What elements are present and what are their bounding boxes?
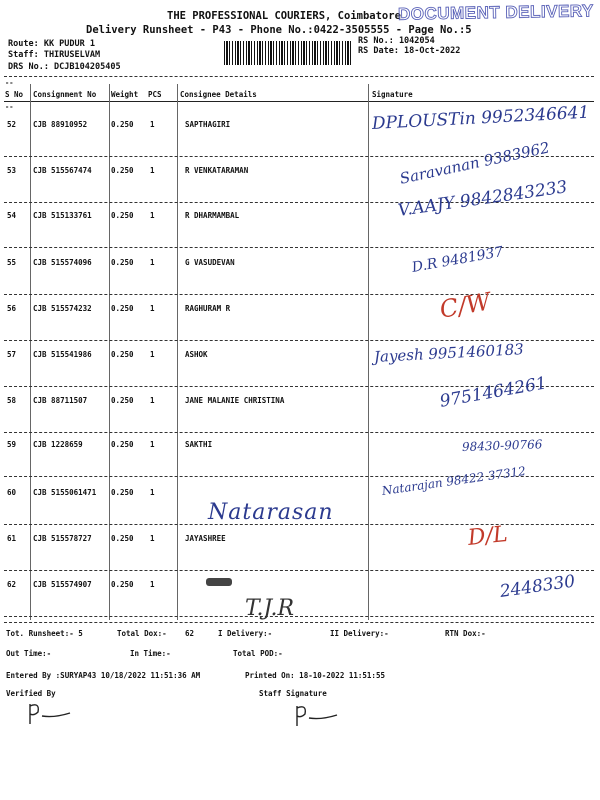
row-consignment-no: CJB 88711507 <box>33 396 88 405</box>
row-separator <box>4 616 594 617</box>
row-separator <box>4 294 594 295</box>
staff-signature-scribble <box>291 702 351 728</box>
row-consignee: G VASUDEVAN <box>185 258 235 267</box>
document-delivery-stamp: DOCUMENT DELIVERY <box>397 1 594 24</box>
col-signature: Signature <box>372 90 413 99</box>
row-weight: 0.250 <box>111 258 134 267</box>
row-weight: 0.250 <box>111 488 134 497</box>
drs-number: DRS No.: DCJB104205405 <box>8 62 121 72</box>
row-sno: 58 <box>7 396 17 405</box>
row-consignment-no: CJB 515133761 <box>33 211 92 220</box>
row-consignment-no: CJB 515574232 <box>33 304 92 313</box>
row-weight: 0.250 <box>111 350 134 359</box>
header-top-rule <box>4 76 594 77</box>
barcode <box>224 41 352 65</box>
total-dox-label: Total Dox:- <box>117 629 167 638</box>
row-sno: 55 <box>7 258 17 267</box>
col-consignee: Consignee Details <box>180 90 257 99</box>
redacted-mark <box>206 578 232 586</box>
row-signature: Natarajan 98422 37312 <box>381 463 527 498</box>
row-sno: 60 <box>7 488 17 497</box>
rs-date: RS Date: 18-Oct-2022 <box>358 46 461 56</box>
col-divider <box>30 84 31 620</box>
staff-signature: Staff Signature <box>259 689 327 698</box>
row-consignment-no: CJB 515574096 <box>33 258 92 267</box>
header-bottom-rule <box>4 101 594 102</box>
row-pcs: 1 <box>150 166 155 175</box>
row-signature: Jayesh 9951460183 <box>373 340 525 366</box>
row-pcs: 1 <box>150 534 155 543</box>
row-signature: D/L <box>466 521 509 551</box>
handwritten-natarajan: Natarasan <box>208 500 334 525</box>
row-pcs: 1 <box>150 396 155 405</box>
col-pcs: PCS <box>148 90 162 99</box>
row-consignment-no: CJB 515567474 <box>33 166 92 175</box>
row-separator <box>4 570 594 571</box>
col-divider <box>177 84 178 620</box>
rs-number: RS No.: 1042054 <box>358 36 435 46</box>
row-pcs: 1 <box>150 488 155 497</box>
row-consignment-no: CJB 5155061471 <box>33 488 97 497</box>
rtn-dox: RTN Dox:- <box>445 629 486 638</box>
col-divider <box>368 84 369 620</box>
row-weight: 0.250 <box>111 396 134 405</box>
row-weight: 0.250 <box>111 166 134 175</box>
row-sno: 52 <box>7 120 17 129</box>
row-consignment-no: CJB 515541986 <box>33 350 92 359</box>
row-pcs: 1 <box>150 304 155 313</box>
in-time: In Time:- <box>130 649 171 658</box>
col-consignment: Consignment No <box>33 90 97 99</box>
row-consignee: SAPTHAGIRI <box>185 120 231 129</box>
row-sno: 53 <box>7 166 17 175</box>
row-separator <box>4 432 594 433</box>
row-signature: 9751464261 <box>438 373 549 412</box>
row-consignee: R DHARMAMBAL <box>185 211 240 220</box>
row-separator <box>4 247 594 248</box>
row-weight: 0.250 <box>111 304 134 313</box>
document-subtitle: Delivery Runsheet - P43 - Phone No.:0422-3505555 - Page No.:5 <box>86 24 472 36</box>
row-signature: 98430-90766 <box>461 437 543 454</box>
row-signature: C/W <box>437 287 493 324</box>
tot-runsheet: Tot. Runsheet:- 5 <box>6 629 83 638</box>
row-weight: 0.250 <box>111 534 134 543</box>
row-consignee: ASHOK <box>185 350 208 359</box>
entered-by: Entered By :SURYAP43 10/18/2022 11:51:36 AM <box>6 671 201 680</box>
staff-label: Staff: THIRUSELVAM <box>8 50 101 60</box>
row-weight: 0.250 <box>111 211 134 220</box>
row-pcs: 1 <box>150 258 155 267</box>
total-dox-value: 62 <box>185 629 195 638</box>
row-sno: 56 <box>7 304 17 313</box>
row-weight: 0.250 <box>111 120 134 129</box>
row-consignee: R VENKATARAMAN <box>185 166 249 175</box>
row-sno: 54 <box>7 211 17 220</box>
verified-by: Verified By <box>6 689 56 698</box>
printed-on: Printed On: 18-10-2022 11:51:55 <box>245 671 385 680</box>
row-sno: 57 <box>7 350 17 359</box>
handwritten-tjr: T.J.R <box>245 596 295 621</box>
row-consignment-no: CJB 1228659 <box>33 440 83 449</box>
dash-marker: -- <box>5 79 14 87</box>
footer-rule <box>4 622 594 623</box>
row-pcs: 1 <box>150 211 155 220</box>
row-sno: 62 <box>7 580 17 589</box>
row-consignee: SAKTHI <box>185 440 213 449</box>
row-signature: V.AAJY 9842843233 <box>396 177 569 221</box>
row-pcs: 1 <box>150 350 155 359</box>
row-sno: 59 <box>7 440 17 449</box>
col-sno: S No <box>5 90 24 99</box>
row-consignment-no: CJB 88910952 <box>33 120 88 129</box>
col-weight: Weight <box>111 90 139 99</box>
row-consignee: JANE MALANIE CHRISTINA <box>185 396 285 405</box>
col-divider <box>109 84 110 620</box>
row-consignment-no: CJB 515574907 <box>33 580 92 589</box>
row-consignment-no: CJB 515578727 <box>33 534 92 543</box>
row-pcs: 1 <box>150 120 155 129</box>
row-signature: D.R 9481937 <box>410 244 505 276</box>
row-sno: 61 <box>7 534 17 543</box>
route-label: Route: KK PUDUR 1 <box>8 39 95 49</box>
total-pod: Total POD:- <box>233 649 283 658</box>
row-signature: DPLOUSTin 9952346641 <box>371 102 590 134</box>
ii-delivery: II Delivery:- <box>330 629 389 638</box>
i-delivery: I Delivery:- <box>218 629 273 638</box>
verifier-signature-scribble <box>24 700 84 726</box>
row-weight: 0.250 <box>111 440 134 449</box>
row-pcs: 1 <box>150 580 155 589</box>
row-signature: 2448330 <box>498 571 577 602</box>
row-pcs: 1 <box>150 440 155 449</box>
document-title: THE PROFESSIONAL COURIERS, Coimbatore <box>167 10 401 22</box>
row-consignee: JAYASHREE <box>185 534 226 543</box>
dash-marker: -- <box>5 103 14 111</box>
row-weight: 0.250 <box>111 580 134 589</box>
row-signature: Saravanan 9383962 <box>398 138 552 188</box>
row-consignee: RAGHURAM R <box>185 304 231 313</box>
out-time: Out Time:- <box>6 649 52 658</box>
